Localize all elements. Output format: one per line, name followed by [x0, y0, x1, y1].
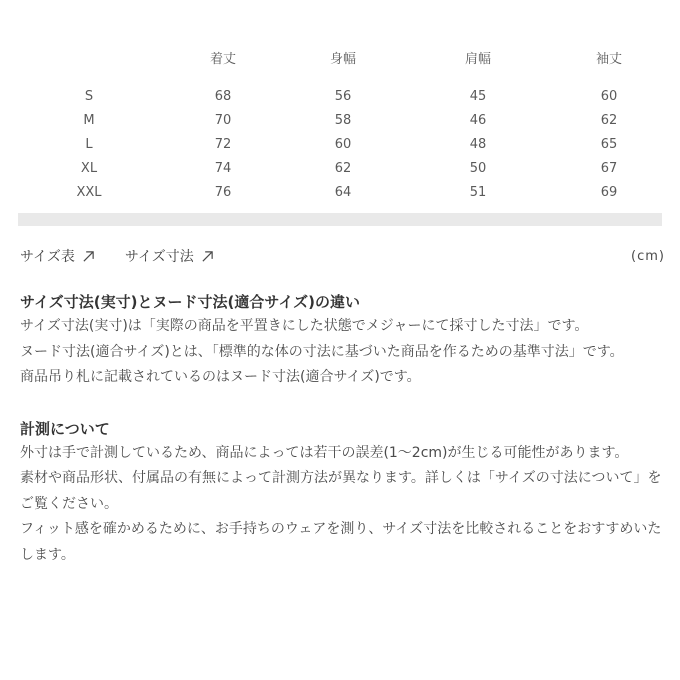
cell-value: 68: [214, 88, 232, 104]
cell-value: 46: [469, 112, 487, 128]
paragraph: フィット感を確かめるために、お手持ちのウェアを測り、サイズ寸法を比較されることをおすすめいたします。: [20, 521, 662, 563]
table-row: [10, 108, 670, 132]
cell-value: 56: [334, 88, 352, 104]
table-row: [10, 156, 670, 180]
cell-value: 74: [214, 160, 232, 176]
size-label: L: [85, 136, 93, 152]
column-header-shoulder-width: 肩幅: [464, 51, 491, 67]
table-row: [10, 84, 670, 108]
paragraph: ヌード寸法(適合サイズ)とは、「標準的な体の寸法に基づいた商品を作るための基準寸法」です。: [20, 343, 624, 360]
size-chart-link[interactable]: [20, 246, 95, 266]
size-chart-link-label: サイズ表: [20, 249, 75, 265]
corner-cell: [10, 45, 168, 84]
column-header-body-width: 身幅: [329, 51, 356, 67]
external-link-arrow-icon: [82, 250, 95, 263]
cell-value: 67: [600, 160, 618, 176]
cell-value: 48: [469, 136, 487, 152]
cell-value: 69: [600, 184, 618, 200]
section-heading-size-difference: サイズ寸法(実寸)とヌード寸法(適合サイズ)の違い: [20, 293, 361, 311]
cell-value: 50: [469, 160, 487, 176]
paragraph: サイズ寸法(実寸)は「実際の商品を平置きにした状態でメジャーにて採寸した寸法」です。: [20, 318, 589, 334]
links-row: [20, 245, 665, 267]
cell-value: 70: [214, 112, 232, 128]
paragraph: 素材や商品形状、付属品の有無によって計測方法が異なります。詳しくは「サイズの寸法について」をご覧ください。: [20, 470, 662, 512]
cell-value: 45: [469, 88, 487, 104]
table-row: [10, 132, 670, 156]
table-row: [10, 180, 670, 204]
external-link-arrow-icon: [201, 250, 214, 263]
size-label: XL: [80, 160, 98, 176]
column-header-sleeve-length: 袖丈: [595, 51, 622, 67]
cell-value: 58: [334, 112, 352, 128]
unit-label: (cm): [631, 248, 665, 264]
cell-value: 51: [469, 184, 487, 200]
size-guide-text: [20, 290, 662, 568]
size-label: S: [84, 88, 94, 104]
cell-value: 62: [334, 160, 352, 176]
cell-value: 76: [214, 184, 232, 200]
section-heading-measurement: 計測について: [20, 419, 110, 438]
section-divider: [18, 213, 662, 226]
cell-value: 60: [600, 88, 618, 104]
cell-value: 64: [334, 184, 352, 200]
cell-value: 60: [334, 136, 352, 152]
cell-value: 72: [214, 136, 232, 152]
size-label: M: [83, 112, 95, 128]
cell-value: 65: [600, 136, 618, 152]
paragraph: 外寸は手で計測しているため、商品によっては若干の誤差(1〜2cm)が生じる可能性があります。: [20, 444, 629, 461]
column-header-length: 着丈: [209, 51, 236, 67]
size-table: [10, 45, 670, 204]
size-dimensions-link-label: サイズ寸法: [124, 249, 194, 265]
table-header-row: [10, 45, 670, 84]
paragraph: 商品吊り札に記載されているのはヌード寸法(適合サイズ)です。: [20, 369, 421, 385]
size-label: XXL: [76, 184, 102, 200]
cell-value: 62: [600, 112, 618, 128]
size-dimensions-link[interactable]: [125, 246, 214, 266]
